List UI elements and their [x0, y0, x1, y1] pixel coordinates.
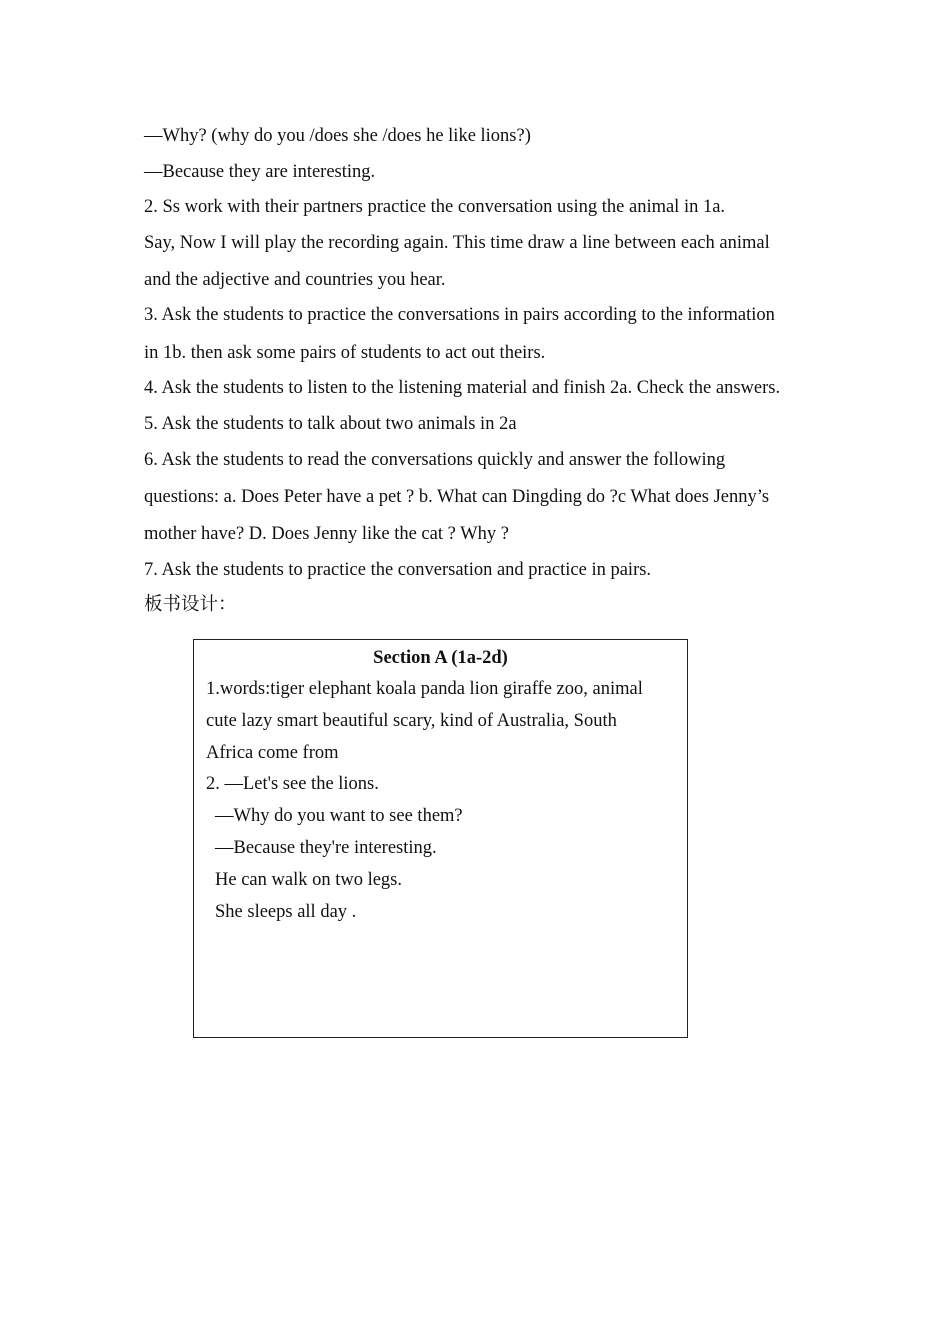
board-line-1: 1.words:tiger elephant koala panda lion giraffe zoo, animal	[206, 679, 643, 699]
text-line-12: mother have? D. Does Jenny like the cat ? Why ?	[144, 524, 509, 544]
board-line-2: cute lazy smart beautiful scary, kind of Australia, South	[206, 711, 617, 731]
text-line-7: in 1b. then ask some pairs of students to act out theirs.	[144, 343, 546, 363]
board-line-3: Africa come from	[206, 743, 339, 763]
text-line-5: and the adjective and countries you hear.	[144, 270, 446, 290]
board-line-8: She sleeps all day .	[215, 902, 357, 922]
board-line-7: He can walk on two legs.	[215, 870, 403, 890]
board-line-4: 2. —Let's see the lions.	[206, 774, 379, 794]
text-line-13: 7. Ask the students to practice the conversation and practice in pairs.	[144, 560, 652, 580]
board-title: Section A (1a-2d)	[373, 648, 508, 668]
text-line-6: 3. Ask the students to practice the conversations in pairs according to the information	[144, 305, 775, 325]
text-line-11: questions: a. Does Peter have a pet ? b. What can Dingding do ?c What does Jenny’s	[144, 487, 770, 507]
board-design-heading: 板书设计：	[144, 595, 237, 615]
board-line-6: —Because they're interesting.	[215, 838, 437, 858]
text-line-1: —Why? (why do you /does she /does he like lions?)	[144, 126, 531, 146]
text-line-4: Say, Now I will play the recording again. This time draw a line between each animal	[144, 233, 770, 253]
text-line-2: —Because they are interesting.	[144, 162, 376, 182]
text-line-3: 2. Ss work with their partners practice the conversation using the animal in 1a.	[144, 197, 726, 217]
text-line-10: 6. Ask the students to read the conversations quickly and answer the following	[144, 450, 726, 470]
text-line-8: 4. Ask the students to listen to the listening material and finish 2a. Check the answers.	[144, 378, 781, 398]
blackboard-design-box	[193, 639, 688, 1038]
board-line-5: —Why do you want to see them?	[215, 806, 463, 826]
text-line-9: 5. Ask the students to talk about two animals in 2a	[144, 414, 517, 434]
